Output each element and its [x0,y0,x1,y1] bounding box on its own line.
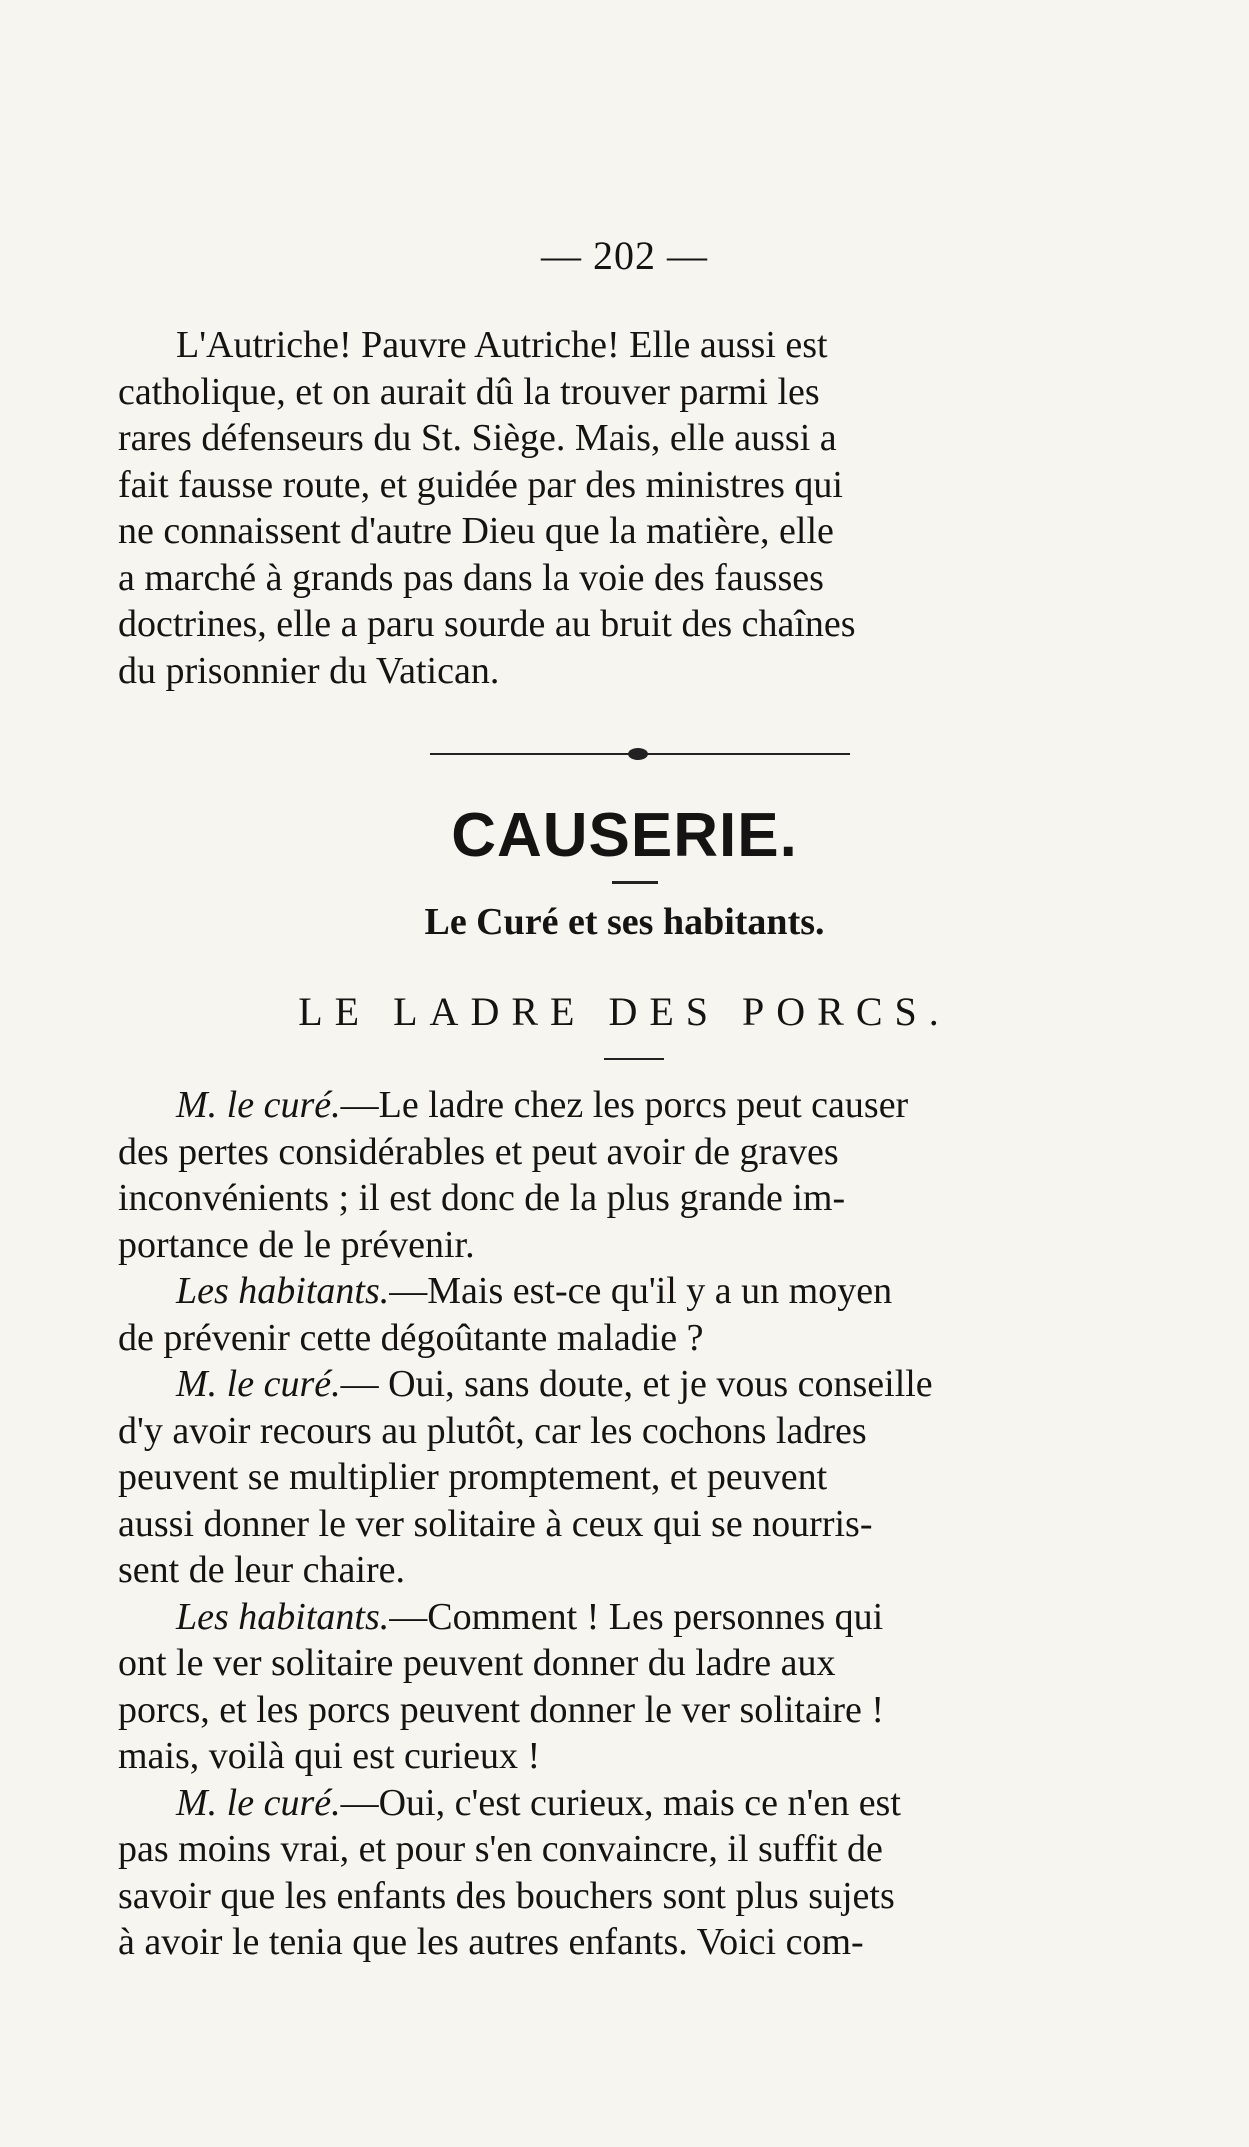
text-line: pas moins vrai, et pour s'en convaincre, il suffit de [118,1828,883,1870]
speech-text: —Mais est-ce qu'il y a un moyen [389,1270,893,1312]
article-title: LE LADRE DES PORCS. [298,989,951,1034]
text-line [118,1594,1148,1641]
speech-text: —Comment ! Les personnes qui [389,1595,884,1638]
text-line: savoir que les enfants des bouchers sont plus sujets [118,1874,895,1917]
dialogue [118,1082,1148,1966]
dialogue-turn [118,1780,1148,1966]
text-line: à avoir le tenia que les autres enfants. Voici com- [118,1921,864,1963]
speaker-label: Les habitants. [176,1270,390,1312]
dialogue-turn [118,1268,1148,1361]
text-line: catholique, et on aurait dû la trouver parmi les [118,370,820,413]
rule-ornament [628,748,648,760]
text-line [118,1780,1148,1827]
speaker-label: M. le curé. [176,1781,341,1824]
text-line: portance de le prévenir. [118,1223,475,1266]
text-line [118,1268,1148,1315]
text-line: ont le ver solitaire peuvent donner du ladre aux [118,1642,836,1684]
text-line [118,1361,1148,1408]
heading-underline [612,881,658,884]
speaker-label: M. le curé. [176,1363,341,1405]
section-heading: CAUSERIE. [451,801,798,870]
text-line: doctrines, elle a paru sourde au bruit des chaînes [118,603,856,645]
text-line: a marché à grands pas dans la voie des fausses [118,556,824,599]
text-line: inconvénients ; il est donc de la plus grande im- [118,1177,846,1219]
text-line: ne connaissent d'autre Dieu que la matière, elle [118,510,834,552]
section-subheading: Le Curé et ses habitants. [424,901,825,943]
text-line: du prisonnier du Vatican. [118,649,500,692]
text-line: L'Autriche! Pauvre Autriche! Elle aussi est [176,324,828,366]
ornamental-rule [430,753,850,755]
speech-text: —Le ladre chez les porcs peut causer [340,1084,909,1126]
speech-text: —Oui, c'est curieux, mais ce n'en est [340,1781,901,1824]
text-line: peuvent se multiplier promptement, et peuvent [118,1456,828,1498]
page-number: — 202 — [541,233,708,278]
text-line [118,1082,1148,1129]
text-line: mais, voilà qui est curieux ! [118,1735,541,1777]
speaker-label: Les habitants. [176,1595,390,1638]
dialogue-turn [118,1361,1148,1594]
text-line: des pertes considérables et peut avoir de graves [118,1130,839,1173]
text-line: fait fausse route, et guidée par des ministres qui [118,463,843,506]
speech-text: — Oui, sans doute, et je vous conseille [340,1363,933,1405]
top-paragraph [118,322,1148,694]
text-line: sent de leur chaire. [118,1549,405,1591]
title-underline [604,1058,664,1060]
text-line: aussi donner le ver solitaire à ceux qui se nourris- [118,1502,873,1545]
text-line: rares défenseurs du St. Siège. Mais, elle aussi a [118,417,837,459]
speaker-label: M. le curé. [176,1084,341,1126]
text-line: d'y avoir recours au plutôt, car les cochons ladres [118,1409,867,1452]
text-line: porcs, et les porcs peuvent donner le ver solitaire ! [118,1688,885,1731]
dialogue-turn [118,1082,1148,1268]
text-line: de prévenir cette dégoûtante maladie ? [118,1316,704,1359]
dialogue-turn [118,1594,1148,1780]
